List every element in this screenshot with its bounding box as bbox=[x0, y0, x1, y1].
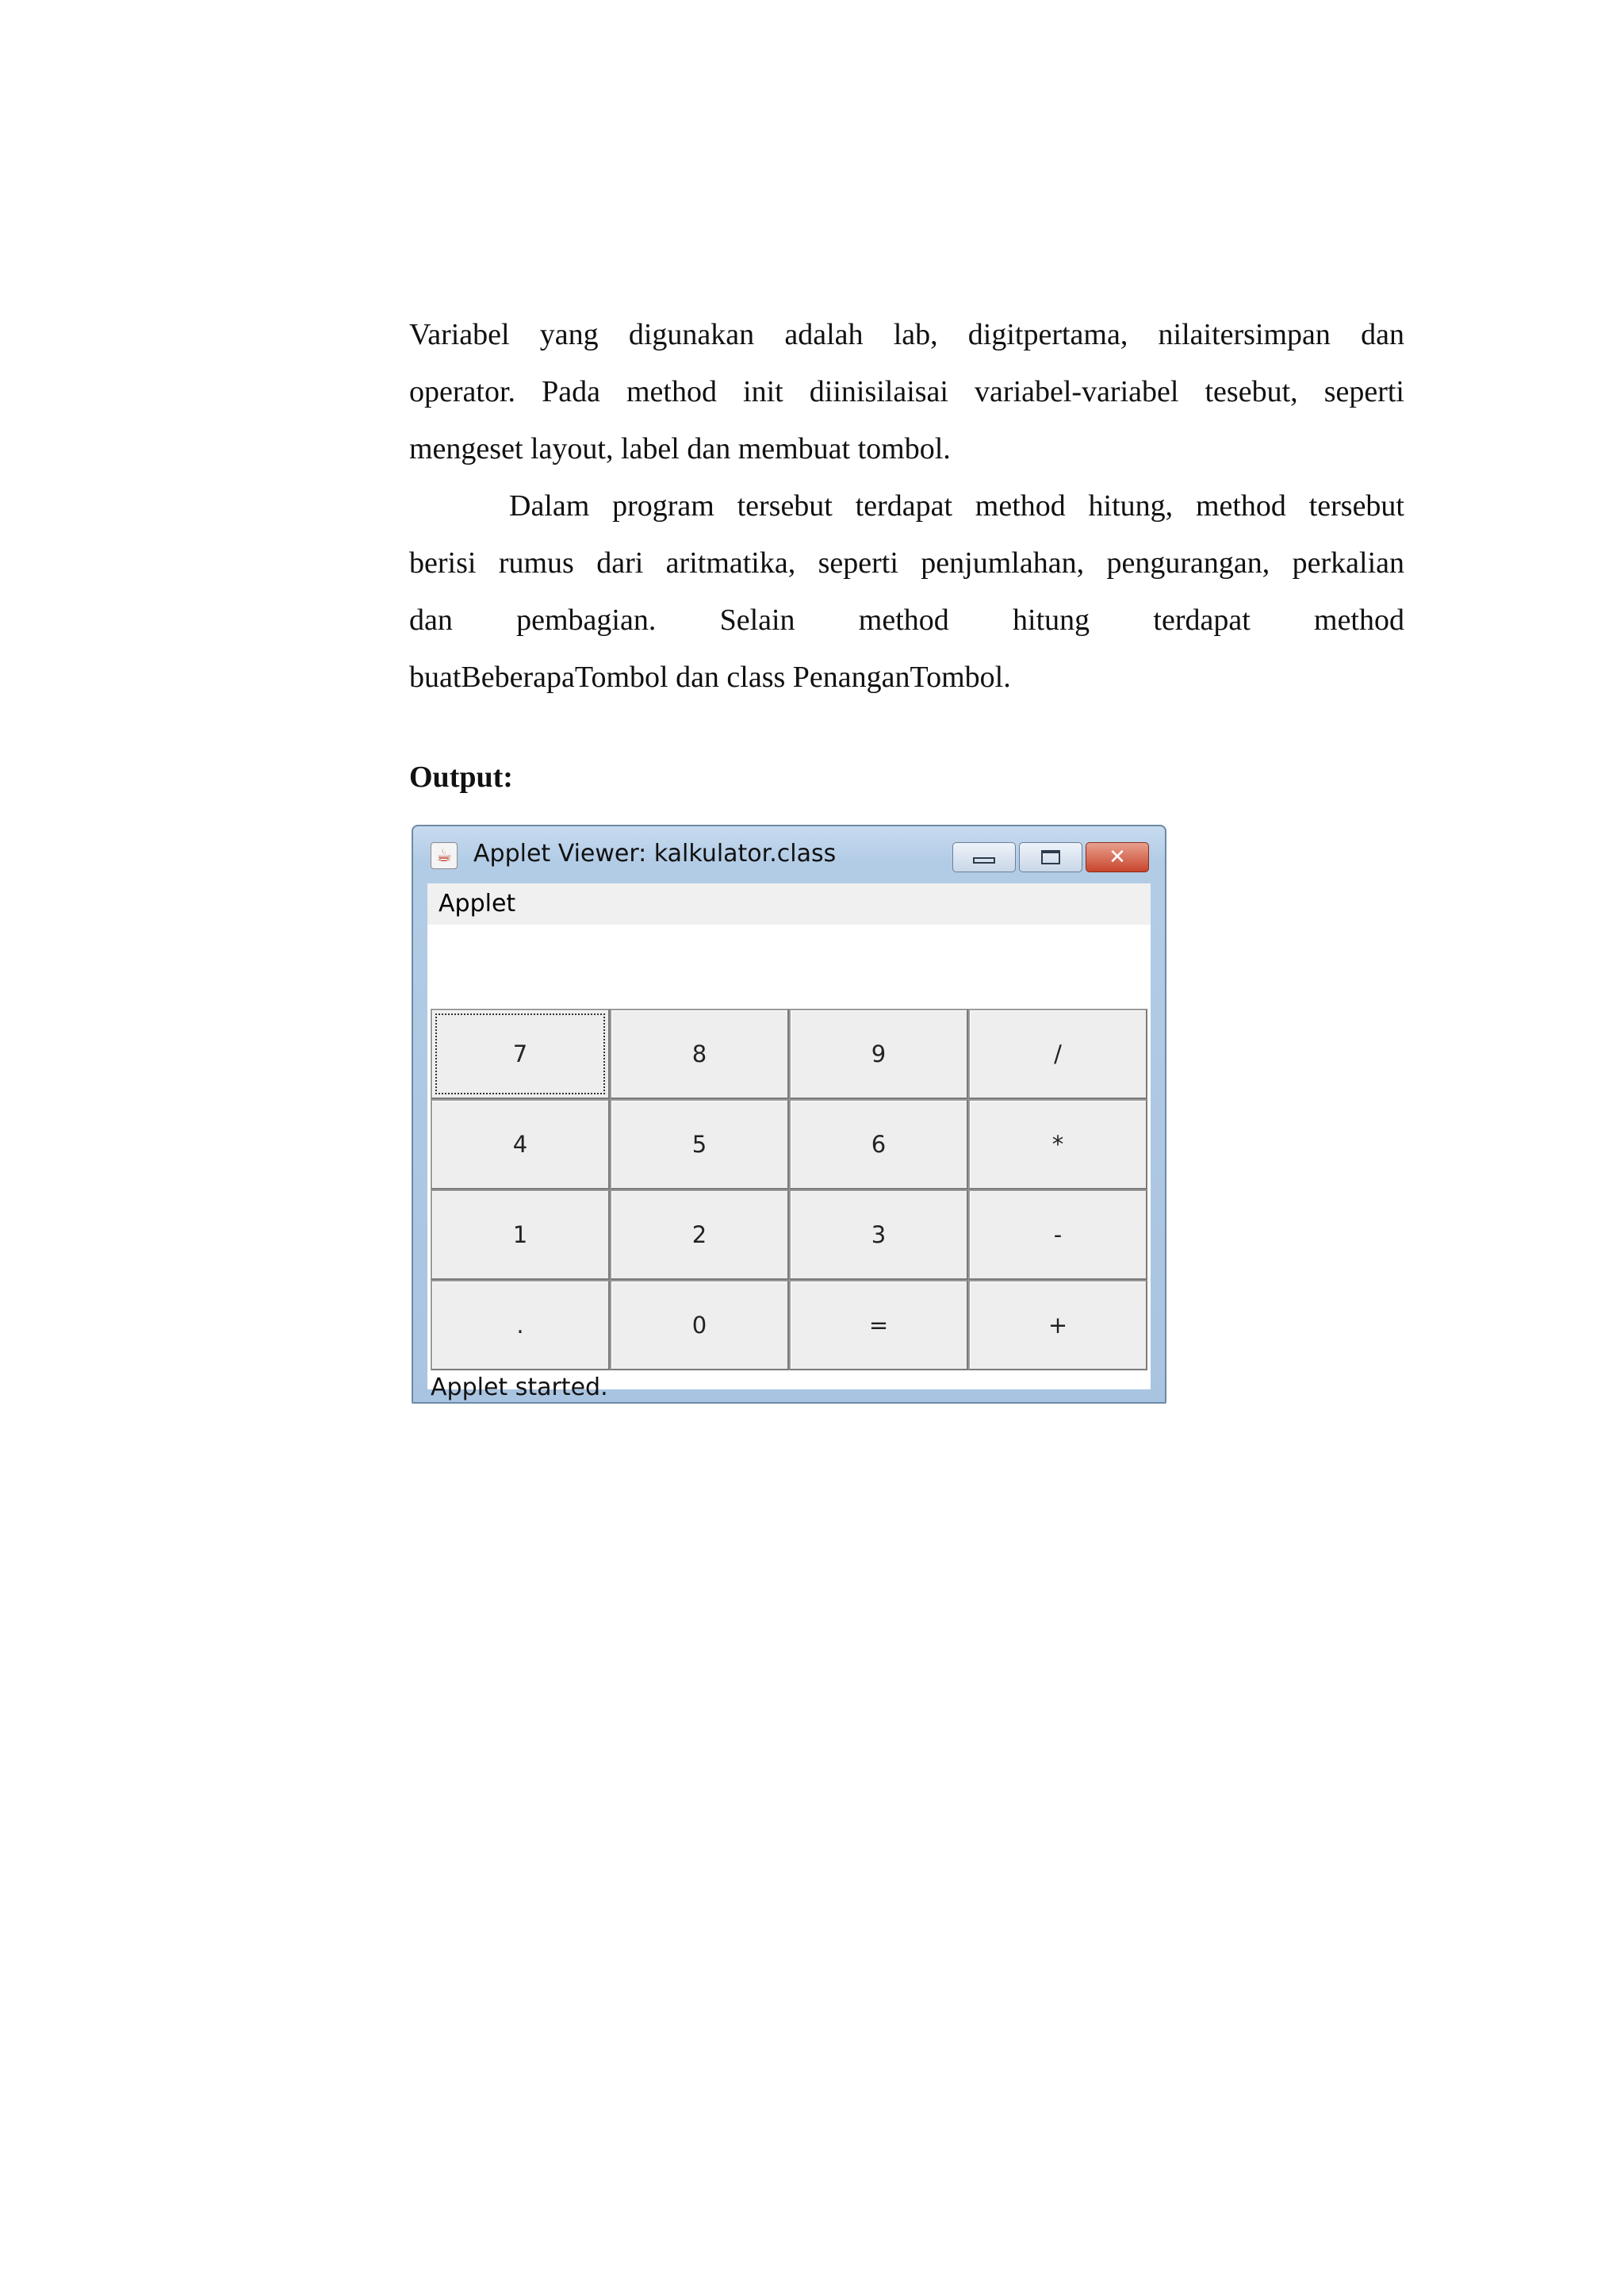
key-7[interactable]: 7 bbox=[431, 1009, 610, 1099]
key-4[interactable]: 4 bbox=[431, 1099, 610, 1190]
menu-applet[interactable]: Applet bbox=[439, 890, 516, 918]
key-divide[interactable]: / bbox=[968, 1009, 1147, 1099]
title-bar[interactable] bbox=[413, 826, 1165, 883]
paragraph-1-line-1: Variabel yang digunakan adalah lab, digitpertama, nilaitersimpan dan bbox=[409, 318, 1404, 351]
applet-area bbox=[427, 883, 1151, 1401]
minimize-icon bbox=[973, 857, 995, 864]
maximize-button[interactable] bbox=[1019, 842, 1082, 872]
java-icon[interactable]: ☕ bbox=[431, 842, 458, 869]
output-heading: Output: bbox=[409, 761, 513, 794]
paragraph-2-line-4: buatBeberapaTombol dan class PenanganTombol. bbox=[409, 661, 1011, 694]
window-title: Applet Viewer: kalkulator.class bbox=[473, 840, 837, 868]
key-9[interactable]: 9 bbox=[789, 1009, 968, 1099]
paragraph-2-line-1: Dalam program tersebut terdapat method hitung, method tersebut bbox=[509, 489, 1404, 523]
key-add[interactable]: + bbox=[968, 1280, 1147, 1370]
key-equals[interactable]: = bbox=[789, 1280, 968, 1370]
key-6[interactable]: 6 bbox=[789, 1099, 968, 1190]
paragraph-1 bbox=[409, 306, 1404, 477]
key-multiply[interactable]: * bbox=[968, 1099, 1147, 1190]
key-decimal[interactable]: . bbox=[431, 1280, 610, 1370]
key-5[interactable]: 5 bbox=[610, 1099, 789, 1190]
paragraph-2 bbox=[409, 477, 1404, 706]
paragraph-2-line-2: berisi rumus dari aritmatika, seperti penjumlahan, pengurangan, perkalian bbox=[409, 546, 1404, 580]
close-icon: ✕ bbox=[1109, 845, 1126, 869]
status-bar: Applet started. bbox=[431, 1374, 608, 1401]
key-8[interactable]: 8 bbox=[610, 1009, 789, 1099]
paragraph-1-line-3: mengeset layout, label dan membuat tombol. bbox=[409, 432, 951, 466]
key-2[interactable]: 2 bbox=[610, 1190, 789, 1280]
paragraph-1-line-2: operator. Pada method init diinisilaisai variabel-variabel tesebut, seperti bbox=[409, 375, 1404, 408]
key-subtract[interactable]: - bbox=[968, 1190, 1147, 1280]
paragraph-2-line-3: dan pembagian. Selain method hitung terdapat method bbox=[409, 603, 1404, 637]
key-3[interactable]: 3 bbox=[789, 1190, 968, 1280]
key-1[interactable]: 1 bbox=[431, 1190, 610, 1280]
keypad bbox=[431, 1009, 1147, 1370]
close-button[interactable] bbox=[1086, 842, 1149, 872]
key-0[interactable]: 0 bbox=[610, 1280, 789, 1370]
maximize-icon bbox=[1041, 850, 1060, 864]
applet-viewer-window bbox=[412, 825, 1166, 1404]
minimize-button[interactable] bbox=[952, 842, 1016, 872]
menu-bar bbox=[427, 883, 1151, 925]
